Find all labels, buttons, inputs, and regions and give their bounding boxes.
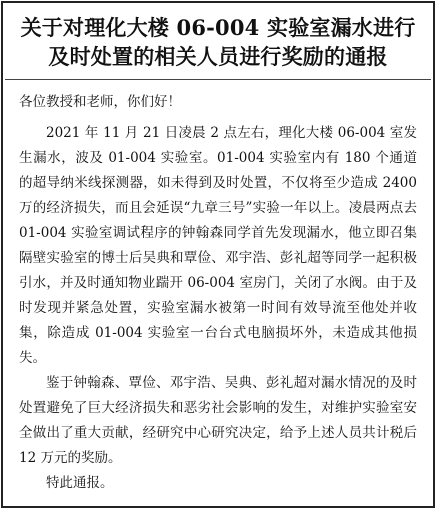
greeting: 各位教授和老师，你们好！ — [19, 94, 181, 110]
body-paragraph-incident: 2021 年 11 月 21 日凌晨 2 点左右，理化大楼 06-004 室发生漏水，波及 01-004 实验室。01-004 实验室内有 180 个通道的超导纳米线探测器，如未得到及时处置，不仅将至少造成 2400 万的经济损失，而且会延误“九章三号”实验一年以上。凌晨两点去 01-004 实验室调试程序的钟翰森同学首先发现漏水，他立即召集隔壁实验室的博士后吴典和覃俭、邓宇浩、彭礼超等同学一起积极引水，并及时通知物业踹开 06-004 室房门，关闭了水阀。由于及时发现并紧急处置，实验室漏水被第一时间有效导流至他处并收集，除造成 01-004 实验室一台台式电脑损坏外，未造成其他损失。 — [19, 125, 417, 366]
notice-document — [1, 1, 435, 508]
closing-remark: 特此通报。 — [46, 475, 114, 491]
body-paragraph-reward: 鉴于钟翰森、覃俭、邓宇浩、吴典、彭礼超对漏水情况的及时处置避免了巨大经济损失和恶劣社会影响的发生，对维护实验室安全做出了重大贡献，经研究中心研究决定，给予上述人员共计税后 12 万元的奖励。 — [19, 375, 417, 466]
notice-title-line-2: 及时处置的相关人员进行奖励的通报 — [48, 44, 388, 69]
notice-title — [19, 13, 417, 71]
notice-title-line-1: 关于对理化大楼 06-004 实验室漏水进行 — [20, 15, 416, 40]
title-divider — [5, 79, 431, 80]
